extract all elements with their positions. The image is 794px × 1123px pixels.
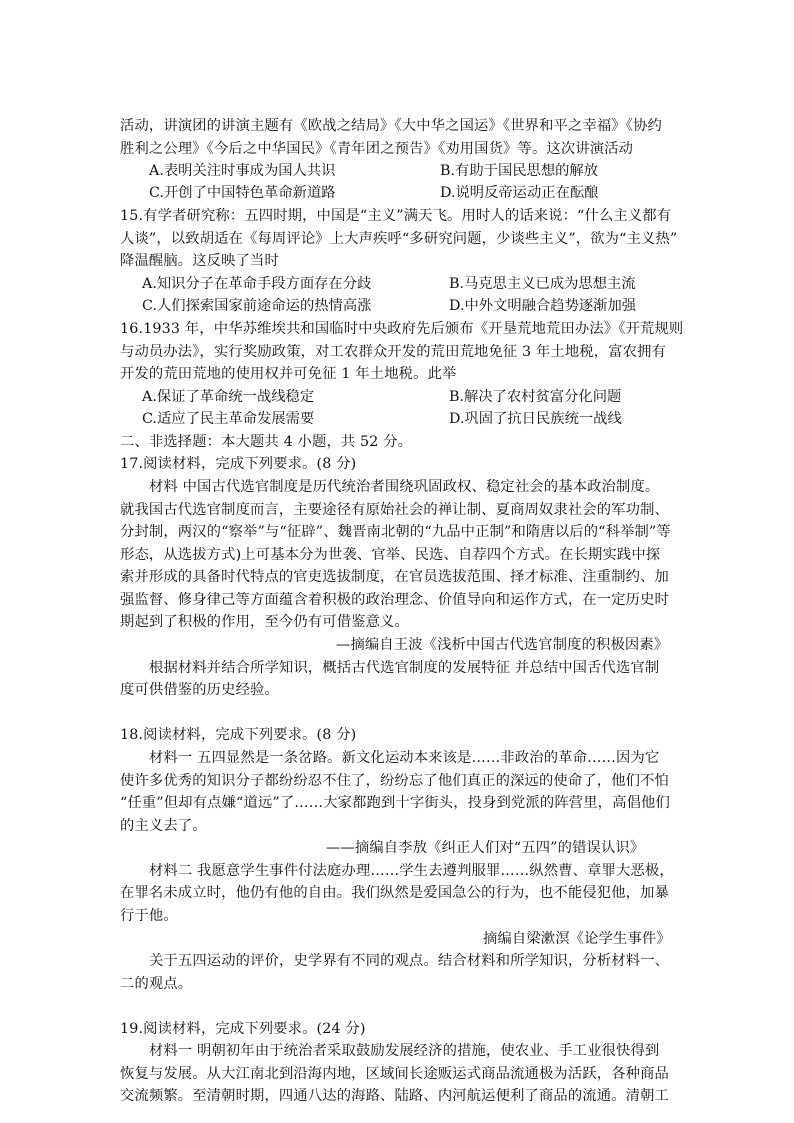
q17-material-line-3: 分封制，两汉的“察举”与“征辟”、魏晋南北朝的“九品中正制”和隋唐以后的“科举制”等 [120,524,671,540]
q18-material2-line-3: 行于他。 [120,908,178,924]
q16-line-2: 与动员办法》，实行奖励政策，对工农群众开发的荒田荒地免征 3 年土地税，富农拥有 [120,344,667,360]
q17-material-line-5: 索并形成的具备时代特点的官吏选拔制度，在官员选拔范围、择才标准、注重制约、加 [120,569,669,585]
q18-material1-line-2: 使许多优秀的知识分子都纷纷忍不住了，纷纷忘了他们真正的深远的使命了，他们不怕 [120,773,669,789]
q17-source: —摘编自王波《浅析中国古代选官制度的积极因素》 [336,637,669,653]
q14-option-d: D.说明反帝运动正在酝酿 [440,185,599,201]
q15-option-c: C.人们探索国家前途命运的热情高涨 [142,298,372,314]
q16-line-3: 开发的荒田荒地的使用权并可免征 1 年土地税。此举 [120,366,457,382]
q18-material2-line-1: 材料二 我愿意学生事件付法庭办理……学生去遵判服罪……纵然曹、章罪大恶极， [149,863,674,879]
q18-material1-line-1: 材料一 五四显然是一条岔路。新文化运动本来该是……非政治的革命……因为它 [149,750,660,766]
q16-option-a: A.保证了革命统一战线稳定 [142,389,315,405]
q19-material1-line-1: 材料一 明朝初年由于统治者采取鼓励发展经济的措施，使农业、手工业很快得到 [149,1043,660,1059]
q15-line-2: 人谈”，以致胡适在《每周评论》上大声疾呼“多研究问题，少谈些主义”，欲为“主义热” [120,231,678,247]
q14-option-c: C.开创了中国特色革命新道路 [149,185,336,201]
q16-line-1: 16.1933 年，中华苏维埃共和国临时中央政府先后颁布《开垦荒地荒田办法》《开荒规则 [120,321,684,337]
q14-line-1: 活动，讲演团的讲演主题有《欧战之结局》《大中华之国运》《世界和平之幸福》《协约 [120,118,662,134]
q19-material1-line-2: 恢复与发展。从大江南北到沿海内地，区域间长途贩运式商品流通极为活跃，各种商品 [120,1066,669,1082]
q15-option-a: A.知识分子在革命手段方面存在分歧 [142,276,372,292]
q19-material1-line-3: 交流频繁。至清朝时期，四通八达的海路、陆路、内河航运便利了商品的流通。清朝工 [120,1088,669,1104]
q17-material-line-7: 期起到了积极的作用，至今仍有可借鉴意义。 [120,614,409,630]
q19-title: 19.阅读材料，完成下列要求。(24 分) [120,1021,366,1037]
q15-option-d: D.中外文明融合趋势逐渐加强 [449,298,637,314]
q14-line-2: 胜利之公理》《今后之中华国民》《青年团之预告》《劝用国货》等。这次讲演活动 [120,141,634,157]
q17-material-line-1: 材料 中国古代选官制度是历代统治者围绕巩固政权、稳定社会的基本政治制度。 [149,479,660,495]
q15-line-3: 降温醒脑。这反映了当时 [120,253,279,269]
q17-task-line-2: 度可供借鉴的历史经验。 [120,682,279,698]
q17-task-line-1: 根据材料并结合所学知识，概括古代选官制度的发展特征 并总结中国舌代选官制 [149,660,660,676]
q16-option-c: C.适应了民主革命发展需要 [142,411,315,427]
q17-title: 17.阅读材料，完成下列要求。(8 分) [120,456,357,472]
q18-task-line-1: 关于五四运动的评价，史学界有不同的观点。结合材料和所学知识，分析材料一、 [149,953,670,969]
q14-option-a: A.表明关注时事成为国人共识 [149,163,336,179]
q18-source-2: 摘编自梁漱溟《论学生事件》 [483,931,671,947]
q18-material1-line-4: 的主义去了。 [120,818,207,834]
q16-option-d: D.巩固了抗日民族统一战线 [449,411,622,427]
q15-line-1: 15.有学者研究称：五四时期，中国是“主义”满天飞。用时人的话来说：“什么主义都有 [120,208,672,224]
q18-source-1: ——摘编自李敖《纠正人们对“五四”的错误认识》 [326,840,645,856]
q15-option-b: B.马克思主义已成为思想主流 [449,276,636,292]
q14-option-b: B.有助于国民思想的解放 [440,163,599,179]
section-2-heading: 二、非选择题：本大题共 4 小题，共 52 分。 [120,434,413,450]
q18-title: 18.阅读材料，完成下列要求。(8 分) [120,727,357,743]
q18-task-line-2: 二的观点。 [120,976,193,992]
q18-material2-line-2: 在罪名未成立时，他仍有他的自由。我们纵然是爱国急公的行为，也不能侵犯他，加暴 [120,885,669,901]
q16-option-b: B.解决了农村贫富分化问题 [449,389,622,405]
q17-material-line-2: 就我国古代选官制度而言，主要途径有原始社会的禅让制、夏商周奴隶社会的军功制、 [120,502,669,518]
q18-material1-line-3: “任重”但却有点嫌“道远”了……大家都跑到十字街头，投身到党派的阵营里，高倡他们 [120,795,670,811]
q17-material-line-6: 强监督、修身律己等方面蕴含着积极的政治理念、价值导向和运作方式，在一定历史时 [120,592,669,608]
q17-material-line-4: 形态，从选拔方式)上可基本分为世袭、官举、民选、自荐四个方式。在长期实践中探 [120,547,661,563]
